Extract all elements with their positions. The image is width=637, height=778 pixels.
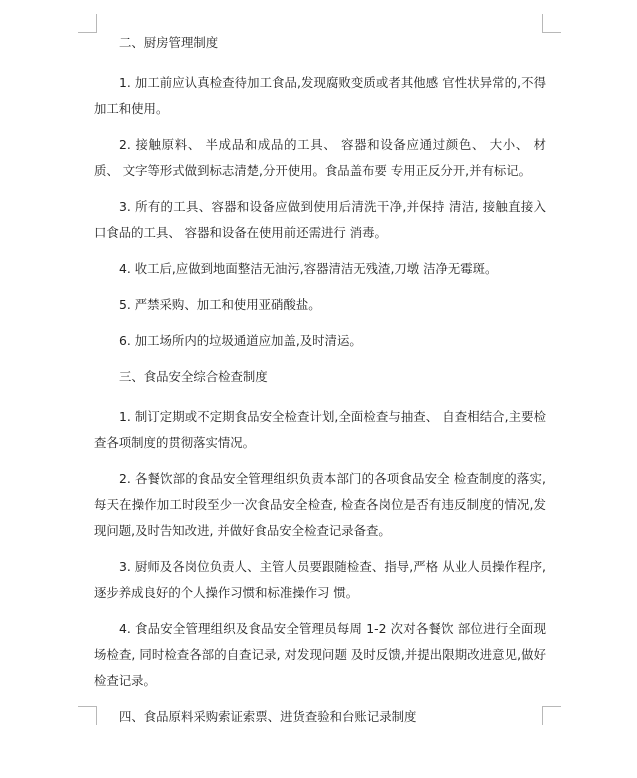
paragraph: 2. 接触原料、 半成品和成品的工具、 容器和设备应通过颜色、 大小、 材质、 文字等形式做到标志清楚,分开使用。食品盖布要 专用正反分开,并有标记。	[94, 137, 546, 178]
paragraph: 1. 制订定期或不定期食品安全检查计划,全面检查与抽查、 自查相结合,主要检查各项制度的贯彻落实情况。	[94, 409, 546, 450]
paragraph: 5. 严禁采购、加工和使用亚硝酸盐。	[119, 297, 321, 312]
paragraph: 3. 所有的工具、容器和设备应做到使用后清洗干净,并保持 清洁, 接触直接入口食品的工具、 容器和设备在使用前还需进行 消毒。	[94, 199, 546, 240]
paragraph: 1. 加工前应认真检查待加工食品,发现腐败变质或者其他感 官性状异常的,不得加工和使用。	[94, 75, 546, 116]
paragraph: 6. 加工场所内的垃圾通道应加盖,及时清运。	[119, 333, 362, 348]
document-body	[94, 30, 546, 744]
paragraph: 2. 各餐饮部的食品安全管理组织负责本部门的各项食品安全 检查制度的落实, 每天在操作加工时段至少一次食品安全检查, 检查各岗位是否有违反制度的情况,发现问题,及时告知改进, 并做好食品安全检查记录备查。	[94, 471, 546, 538]
section-heading: 四、食品原料采购索证索票、进货查验和台账记录制度	[119, 709, 417, 724]
section-heading: 二、厨房管理制度	[119, 35, 219, 50]
paragraph: 3. 厨师及各岗位负责人、主管人员要跟随检查、指导,严格 从业人员操作程序, 逐步养成良好的个人操作习惯和标准操作习 惯。	[94, 559, 546, 600]
paragraph: 4. 食品安全管理组织及食品安全管理员每周 1-2 次对各餐饮 部位进行全面现场检查, 同时检查各部的自查记录, 对发现问题 及时反馈,并提出限期改进意见,做好检查记录。	[94, 621, 546, 688]
paragraph: 4. 收工后,应做到地面整洁无油污,容器清洁无残渣,刀墩 洁净无霉斑。	[119, 261, 498, 276]
section-heading: 三、食品安全综合检查制度	[119, 369, 268, 384]
